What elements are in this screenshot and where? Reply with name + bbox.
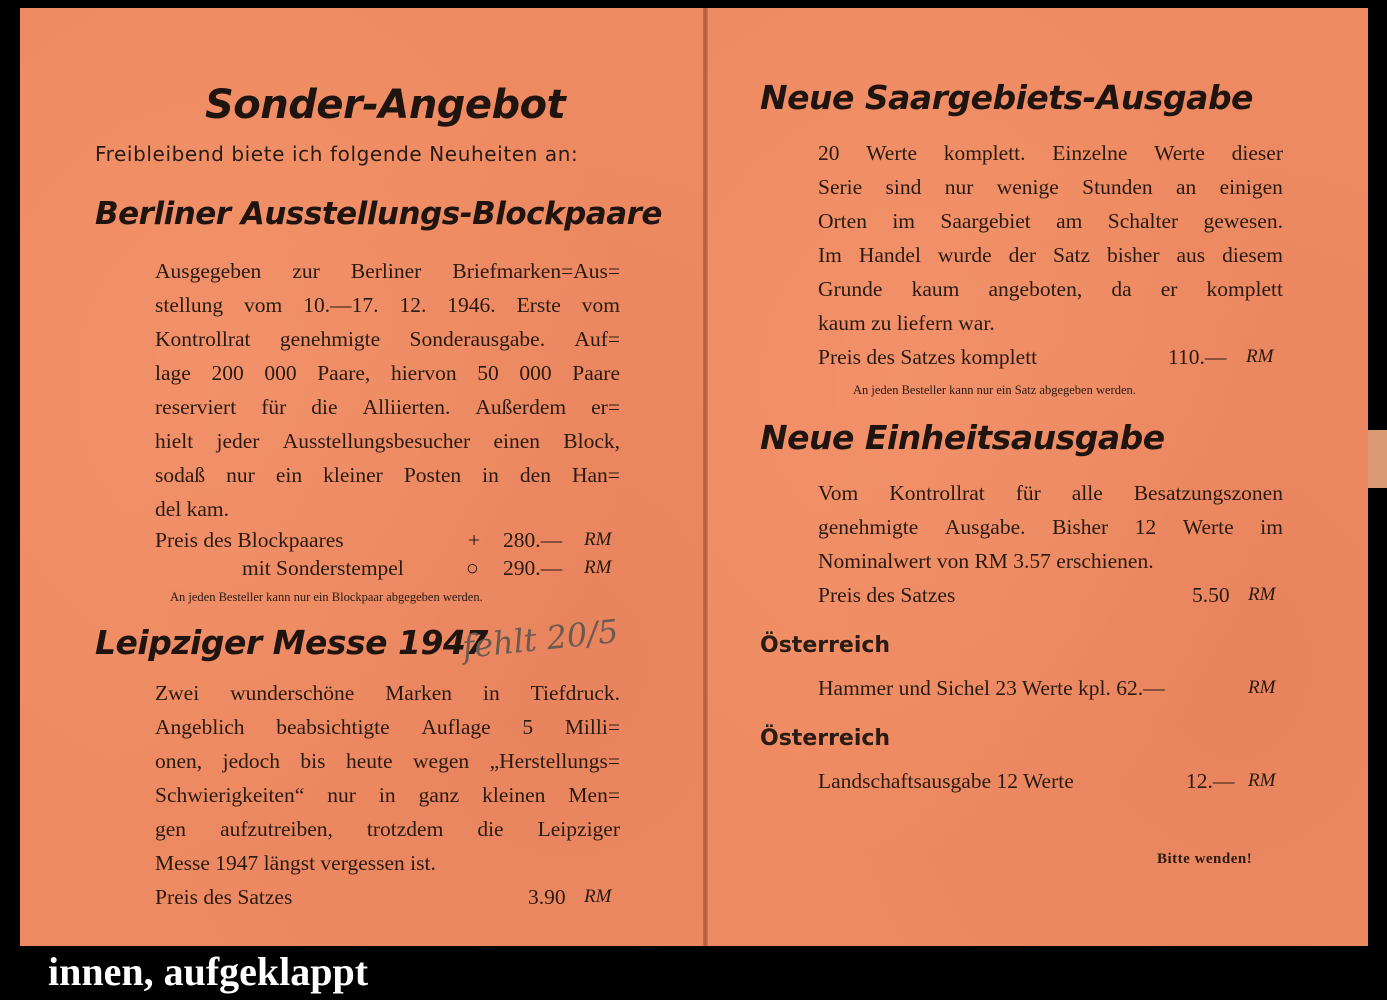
berlin-line: hielt jeder Ausstellungsbesucher einen Block, (155, 429, 620, 453)
currency-mark: RM (584, 557, 612, 578)
image-caption: innen, aufgeklappt (48, 949, 369, 994)
leipzig-description (155, 676, 620, 880)
berlin-line: Ausgegeben zur Berliner Briefmarken=Aus= (155, 259, 620, 283)
berlin-line: Kontrollrat genehmigte Sonderausgabe. Auf= (155, 327, 620, 351)
berlin-line: stellung vom 10.—17. 12. 1946. Erste vom (155, 293, 620, 317)
einheit-description (818, 476, 1283, 578)
saar-line: Serie sind nur wenige Stunden an einigen (818, 175, 1283, 199)
currency-mark: RM (1248, 584, 1276, 605)
page-fold (703, 8, 708, 946)
berlin-heading: Berliner Ausstellungs-Blockpaare (95, 196, 662, 232)
leipzig-line: gen aufzutreiben, trotzdem die Leipziger (155, 817, 620, 841)
berlin-line: sodaß nur ein kleiner Posten in den Han= (155, 463, 620, 487)
einheit-price-label: Preis des Satzes (818, 583, 956, 607)
austria1-heading: Österreich (760, 633, 891, 658)
currency-mark: RM (1248, 770, 1276, 791)
berlin-note: An jeden Besteller kann nur ein Blockpaar abgegeben werden. (170, 590, 483, 604)
berlin-price2-symbol: ○ (466, 556, 479, 580)
berlin-price2-value: 290.— (503, 556, 563, 580)
berlin-price-value: 280.— (503, 528, 563, 552)
saar-line: 20 Werte komplett. Einzelne Werte dieser (818, 141, 1283, 165)
saar-line: Orten im Saargebiet am Schalter gewesen. (818, 209, 1283, 233)
einheit-line: Vom Kontrollrat für alle Besatzungszonen (818, 481, 1283, 505)
leipzig-heading: Leipziger Messe 1947 (95, 623, 488, 662)
berlin-price2-label: mit Sonderstempel (242, 556, 404, 580)
saar-line: Im Handel wurde der Satz bisher aus diesem (818, 243, 1283, 267)
saar-line: kaum zu liefern war. (818, 311, 995, 335)
leipzig-line: Messe 1947 längst vergessen ist. (155, 851, 436, 875)
berlin-price-symbol: + (468, 528, 481, 552)
saar-description (818, 136, 1283, 340)
berlin-line: del kam. (155, 497, 230, 521)
berlin-price-label: Preis des Blockpaares (155, 528, 344, 552)
einheit-line: Nominalwert von RM 3.57 erschienen. (818, 549, 1154, 573)
austria2-item: Landschaftsausgabe 12 Werte (818, 769, 1074, 793)
saar-line: Grunde kaum angeboten, da er komplett (818, 277, 1283, 301)
einheit-heading: Neue Einheitsausgabe (760, 418, 1165, 457)
berlin-line: reserviert für die Alliierten. Außerdem er= (155, 395, 620, 419)
saar-heading: Neue Saargebiets-Ausgabe (760, 78, 1253, 117)
leipzig-price-value: 3.90 (528, 885, 566, 909)
berlin-line: lage 200 000 Paare, hiervon 50 000 Paare (155, 361, 620, 385)
leipzig-price-label: Preis des Satzes (155, 885, 293, 909)
currency-mark: RM (584, 529, 612, 550)
austria1-item: Hammer und Sichel 23 Werte kpl. 62.— (818, 676, 1165, 700)
currency-mark: RM (1248, 677, 1276, 698)
saar-price-label: Preis des Satzes komplett (818, 345, 1038, 369)
einheit-price-value: 5.50 (1192, 583, 1230, 607)
leipzig-line: Zwei wunderschöne Marken in Tiefdruck. (155, 681, 620, 705)
austria2-price-value: 12.— (1186, 769, 1235, 793)
berlin-description (155, 254, 620, 526)
einheit-line: genehmigte Ausgabe. Bisher 12 Werte im (818, 515, 1283, 539)
handwritten-note: fehlt 20/5 (460, 611, 621, 667)
leipzig-line: Angeblich beabsichtigte Auflage 5 Milli= (155, 715, 620, 739)
leipzig-line: onen, jedoch bis heute wegen „Herstellungs= (155, 749, 620, 773)
currency-mark: RM (1246, 346, 1274, 367)
currency-mark: RM (584, 886, 612, 907)
turn-over-note: Bitte wenden! (1157, 851, 1253, 867)
paper-edge (1368, 430, 1387, 488)
page-subtitle: Freibleibend biete ich folgende Neuheiten an: (95, 142, 579, 166)
leipzig-line: Schwierigkeiten“ nur in ganz kleinen Men= (155, 783, 620, 807)
saar-price-value: 110.— (1168, 345, 1227, 369)
saar-note: An jeden Besteller kann nur ein Satz abgegeben werden. (853, 383, 1136, 397)
page-title: Sonder-Angebot (205, 82, 566, 128)
austria2-heading: Österreich (760, 726, 891, 751)
